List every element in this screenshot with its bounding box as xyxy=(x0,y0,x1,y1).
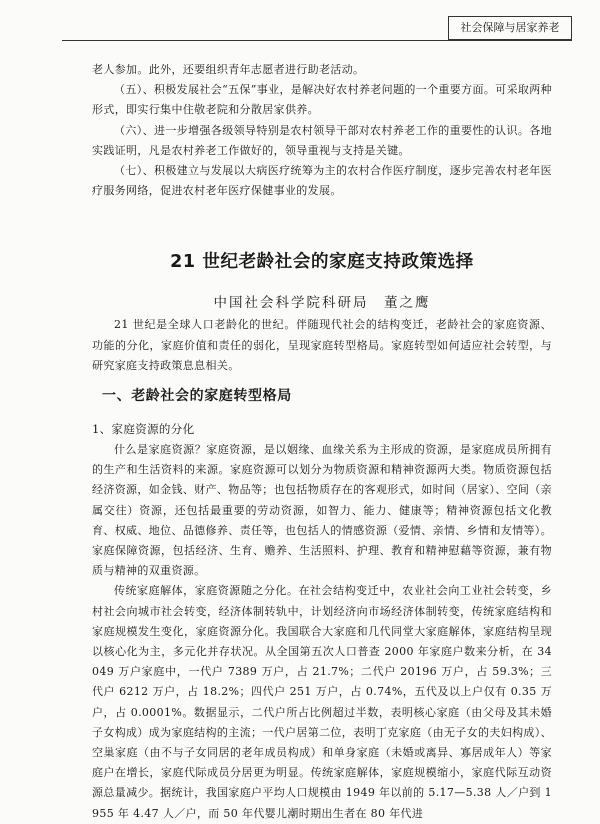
body-paragraph-1: 什么是家庭资源？家庭资源，是以姻缘、血缘关系为主形成的资源，是家庭成员所拥有的生产和生活资料的来源。家庭资源可以划分为物质资源和精神资源两大类。物质资源包括经济资源，如金钱、财产、物品等；也包括物质存在的客观形式，如时间（居家）、空间（亲属交往）资源，还包括最重要的劳动资源，如智力、能力、健康等；精神资源包括文化教育、权威、地位、品德修养、责任等，也包括人的情感资源（爱情、亲情、乡情和友情等）。家庭保障资源，包括经济、生育、赡养、生活照料、护理、教育和精神慰藉等资源，兼有物质与精神的双重资源。 xyxy=(92,443,552,578)
body-paragraph-2: 传统家庭解体，家庭资源随之分化。在社会结构变迁中，农业社会向工业社会转变，乡村社会向城市社会转变，经济体制转轨中，计划经济向市场经济体制转变，传统家庭结构和家庭规模发生变化，家庭资源分化。我国联合大家庭和几代同堂大家庭解体，家庭结构呈现以核心化为主，多元化并存状况。从全国第五次人口普查 2000 年家庭户数来分析，在 34049 万户家庭中，一代户 7389 万户，占 21.7%；二代户 20196 万户，占 59.3%；三代户 6212 万户，占 18.2%；四代户 251 万户，占 0.74%，五代及以上户仅有 0.35 万户，占 0.0001%。数据显示，二代户所占比例超过半数，表明核心家庭（由父母及其未婚子女构成）成为家庭结构的主流；一代户居第二位，表明丁克家庭（由无子女的夫妇构成）、空巢家庭（由不与子女同居的老年成员构成）和单身家庭（未婚或离异、寡居成年人）等家庭户在增长，家庭代际成员分居更为明显。传统家庭解体，家庭规模缩小，家庭代际互动资源总量减少。据统计，我国家庭户平均人口规模由 1949 年以前的 5.17—5.38 人／户到 1955 年 4.47 人／户，而 50 年代婴儿潮时期出生者在 80 年代进 xyxy=(92,584,552,820)
prev-article-item-5: （五）、积极发展社会“五保”事业，是解决好农村养老问题的一个重要方面。可采取两种形式，即实行集中住敬老院和分散居家供养。 xyxy=(92,83,552,117)
prev-article-item-7: （七）、积极建立与发展以大病医疗统筹为主的农村合作医疗制度，逐步完善农村老年医疗服务网络，促进农村老年医疗保健事业的发展。 xyxy=(92,164,552,198)
header-rule xyxy=(62,40,572,41)
page-content xyxy=(92,60,552,824)
section-heading: 一、老龄社会的家庭转型格局 xyxy=(102,388,292,405)
article-intro: 21 世纪是全球人口老龄化的世纪。伴随现代社会的结构变迁，老龄社会的家庭资源、功能的分化，家庭价值和责任的弱化，呈现家庭转型格局。家庭转型如何适应社会转型，与研究家庭支持政策息息相关。 xyxy=(92,318,552,372)
article-author: 中国社会科学院科研局 董之鹰 xyxy=(213,295,431,312)
prev-article-line-1: 老人参加。此外，还要组织青年志愿者进行助老活动。 xyxy=(92,63,365,76)
running-header: 社会保障与居家养老 xyxy=(448,16,572,40)
subsection-heading: 1、家庭资源的分化 xyxy=(92,422,195,437)
article-title: 21 世纪老龄社会的家庭支持政策选择 xyxy=(170,252,474,273)
prev-article-item-6: （六）、进一步增强各级领导特别是农村领导干部对农村养老工作的重要性的认识。各地实践证明，凡是农村养老工作做好的，领导重视与支持是关键。 xyxy=(92,123,552,157)
